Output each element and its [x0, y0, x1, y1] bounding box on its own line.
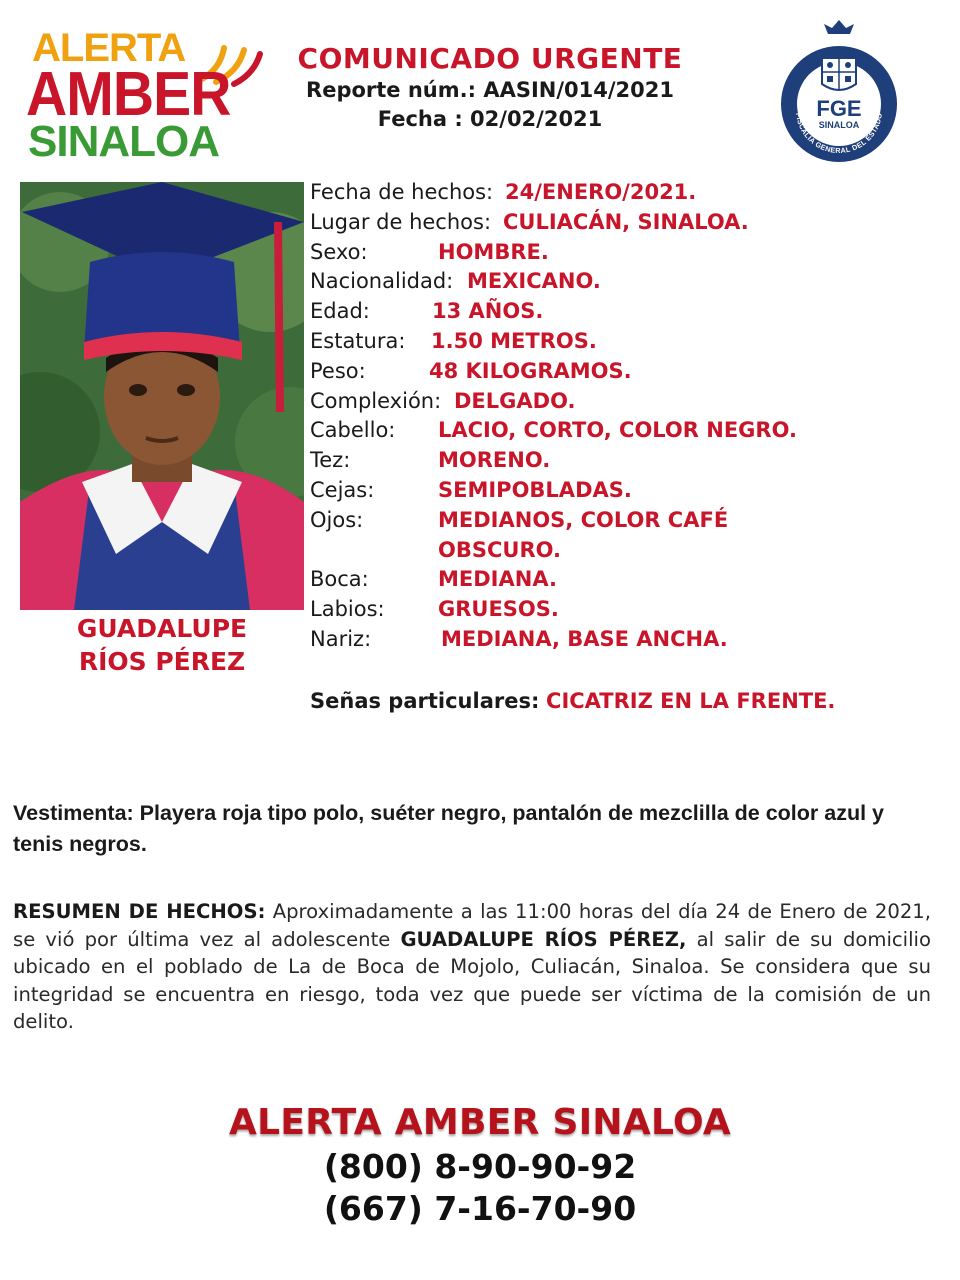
detail-value: SEMIPOBLADAS. — [438, 477, 632, 502]
detail-row-fecha — [310, 178, 950, 208]
detail-label: Nacionalidad: — [310, 269, 454, 294]
details-list — [310, 178, 950, 655]
senas-label: Señas particulares: — [310, 689, 540, 713]
person-name-line1: GUADALUPE — [76, 614, 248, 643]
footer-title: ALERTA AMBER SINALOA — [228, 1102, 732, 1143]
detail-value: 24/ENERO/2021. — [505, 180, 697, 204]
phone-number-2: (667) 7-16-70-90 — [323, 1189, 637, 1228]
summary-label: RESUMEN DE HECHOS: — [13, 900, 266, 923]
detail-label: Fecha de hechos: — [310, 180, 494, 204]
detail-row-lugar — [310, 208, 950, 238]
detail-value: MORENO. — [438, 448, 551, 473]
detail-value: MEXICANO. — [467, 269, 601, 294]
detail-label: Lugar de hechos: — [310, 209, 492, 234]
person-name — [20, 612, 304, 678]
detail-row-peso — [310, 357, 950, 387]
detail-row-cabello — [310, 416, 950, 446]
summary-person-name: GUADALUPE RÍOS PÉREZ, — [400, 927, 687, 951]
detail-row-tez — [310, 446, 950, 476]
detail-row-edad — [310, 297, 950, 327]
phone-number-1: (800) 8-90-90-92 — [323, 1147, 637, 1186]
senas-value: CICATRIZ EN LA FRENTE. — [546, 689, 836, 713]
detail-value: LACIO, CORTO, COLOR NEGRO. — [438, 418, 797, 443]
detail-label: Ojos: — [310, 507, 364, 532]
logo-alerta-text: ALERTA — [32, 26, 186, 70]
detail-value: MEDIANOS, COLOR CAFÉ OBSCURO. — [438, 507, 729, 562]
detail-row-nariz — [310, 625, 950, 655]
detail-value: MEDIANA, BASE ANCHA. — [441, 626, 728, 651]
detail-row-estatura — [310, 327, 950, 357]
detail-label: Complexión: — [310, 388, 442, 413]
detail-value: HOMBRE. — [438, 239, 549, 264]
logo-sinaloa-text: SINALOA — [28, 117, 219, 166]
report-number: Reporte núm.: AASIN/014/2021 — [306, 78, 674, 102]
detail-value: 1.50 METROS. — [431, 328, 597, 353]
seal-state: SINALOA — [818, 120, 860, 130]
eagle-icon — [824, 20, 854, 34]
detail-value: DELGADO. — [454, 388, 576, 413]
person-name-line2: RÍOS PÉREZ — [78, 647, 246, 676]
detail-label: Nariz: — [310, 626, 372, 651]
detail-label: Cabello: — [310, 418, 396, 443]
detail-value: CULIACÁN, SINALOA. — [503, 209, 749, 234]
report-header — [280, 42, 700, 134]
seal-abbr: FGE — [816, 96, 862, 121]
detail-value: MEDIANA. — [438, 567, 557, 592]
clothing-description: Vestimenta: Playera roja tipo polo, suéter negro, pantalón de mezclilla de color azul y tenis negros. — [13, 801, 884, 856]
summary-text-part2: al salir de su domicilio ubicado en el poblado de La de Boca de Mojolo, Culiacán, Sinaloa. Se considera que su integridad se encuentra en riesgo, toda vez que puede ser víctima de la comisión de un delito. — [13, 927, 931, 1034]
detail-value: 13 AÑOS. — [432, 299, 544, 324]
detail-label: Sexo: — [310, 239, 368, 264]
alerta-amber-logo — [26, 28, 266, 168]
summary-text-part1: Aproximadamente a las 11:00 horas del día 24 de Enero de 2021, se vió por última vez al adolescente — [13, 900, 931, 951]
detail-row-ojos — [310, 506, 950, 566]
detail-label: Edad: — [310, 299, 370, 324]
detail-row-sexo — [310, 238, 950, 268]
detail-label: Boca: — [310, 567, 369, 592]
detail-row-boca — [310, 565, 950, 595]
detail-row-complexion — [310, 387, 950, 417]
fge-seal — [776, 18, 902, 164]
detail-row-labios — [310, 595, 950, 625]
detail-label: Tez: — [310, 448, 351, 473]
contact-footer — [0, 1100, 960, 1230]
distinguishing-marks — [310, 686, 835, 716]
detail-value: 48 KILOGRAMOS. — [429, 358, 632, 383]
coat-of-arms-icon — [822, 58, 856, 90]
detail-label: Labios: — [310, 597, 385, 622]
detail-label: Cejas: — [310, 477, 375, 502]
report-date: Fecha : 02/02/2021 — [377, 107, 603, 131]
summary-of-events — [13, 898, 931, 1036]
detail-value: GRUESOS. — [438, 597, 559, 622]
logo-amber-text: AMBER — [26, 60, 231, 129]
detail-row-nacionalidad — [310, 267, 950, 297]
detail-label: Peso: — [310, 358, 366, 383]
seal-ring-text: FISCALÍA GENERAL DEL ESTADO — [794, 112, 884, 156]
missing-person-photo — [20, 182, 304, 610]
detail-label: Estatura: — [310, 328, 406, 353]
communique-title: COMUNICADO URGENTE — [297, 42, 683, 75]
detail-row-cejas — [310, 476, 950, 506]
